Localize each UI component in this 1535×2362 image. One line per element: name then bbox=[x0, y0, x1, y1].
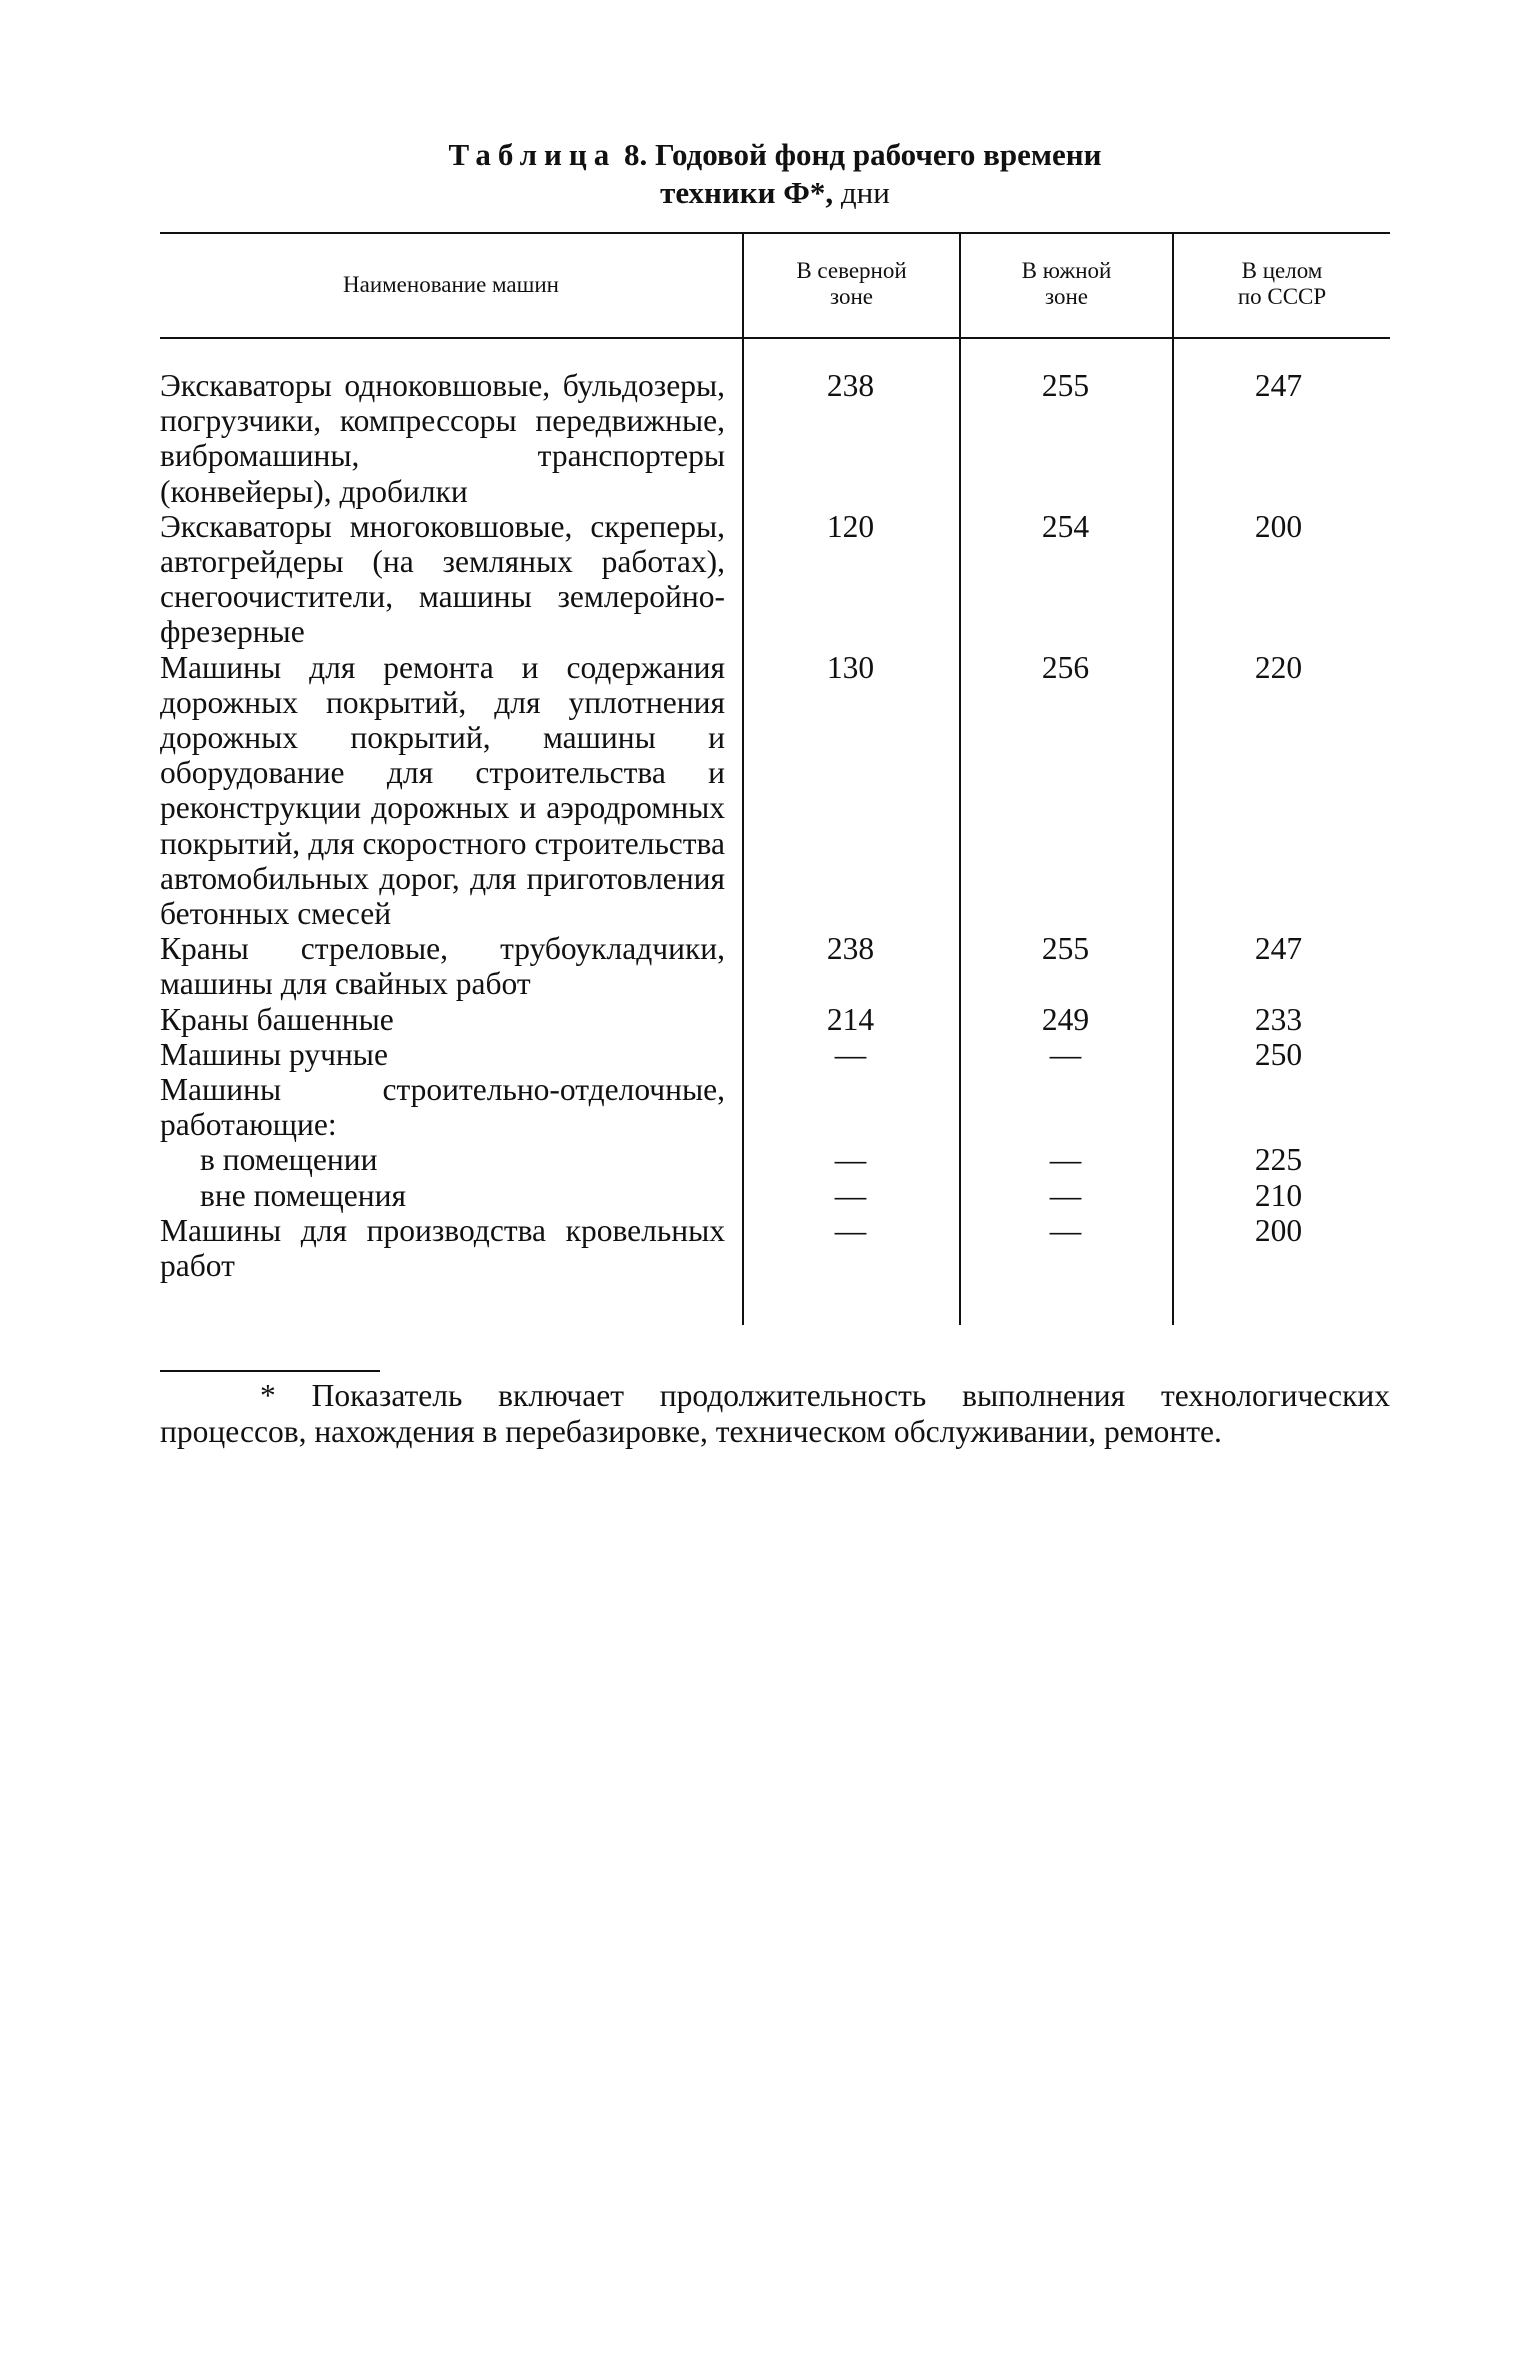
machine-name: Краны башенные bbox=[160, 1001, 394, 1037]
machine-name: Машины для ремонта и содержания дорожных покрытий, для уплотнения дорожных покрытий, машины и оборудование для строительства и реконструкции дорожных и аэродромных покрытий, для скоростного строительства автомобильных дорог, для приготовления бетонных смесей bbox=[160, 649, 725, 932]
total-value: 220 bbox=[1254, 649, 1303, 685]
table-unit: дни bbox=[840, 175, 890, 210]
north-value: — bbox=[834, 1177, 867, 1213]
machine-name: Экскаваторы одноковшовые, бульдозеры, погрузчики, компрессоры передвижные, вибромашины, транспортеры (конвейеры), дробилки bbox=[160, 368, 725, 509]
machine-name: вне помещения bbox=[200, 1177, 406, 1213]
table-row bbox=[160, 1072, 1390, 1142]
header-north-zone bbox=[744, 258, 959, 310]
total-value: 200 bbox=[1254, 1212, 1303, 1248]
table-number: 8. bbox=[623, 137, 648, 172]
table-row bbox=[160, 368, 1390, 509]
machine-name: Экскаваторы многоковшовые, скреперы, автогрейдеры (на земляных работах), снегоочистители, машины землеройно-фрезерные bbox=[160, 508, 725, 650]
north-value: 130 bbox=[826, 649, 875, 685]
machine-name: Машины строительно-отделочные, работающие: bbox=[160, 1072, 725, 1143]
south-value: 254 bbox=[1041, 508, 1090, 544]
south-value: 256 bbox=[1041, 649, 1090, 685]
machine-name: Машины для производства кровельных работ bbox=[160, 1212, 725, 1284]
footnote: * Показатель включает продолжительность выполнения технологических процессов, нахождения в перебазировке, техническом обслуживании, ремонте. bbox=[160, 1378, 1390, 1449]
total-value: 250 bbox=[1254, 1036, 1303, 1072]
total-value: 247 bbox=[1254, 931, 1303, 967]
header-machine-name-text: Наименование машин bbox=[343, 272, 559, 297]
table-row bbox=[160, 1178, 1390, 1213]
table-title bbox=[160, 136, 1390, 212]
table-row bbox=[160, 1213, 1390, 1283]
south-value: 255 bbox=[1041, 931, 1090, 967]
table-title-text: Годовой фонд рабочего времени bbox=[654, 137, 1102, 172]
total-value: 225 bbox=[1254, 1142, 1303, 1178]
table-row bbox=[160, 1142, 1390, 1177]
machine-name: Машины ручные bbox=[160, 1036, 388, 1072]
south-value: — bbox=[1049, 1212, 1082, 1248]
total-value: 233 bbox=[1254, 1001, 1303, 1037]
machine-name: Краны стреловые, трубоукладчики, машины для свайных работ bbox=[160, 931, 725, 1002]
table-row bbox=[160, 1037, 1390, 1072]
header-north-line-2: зоне bbox=[830, 284, 873, 309]
south-value: — bbox=[1049, 1142, 1082, 1178]
table-body bbox=[160, 368, 1390, 1283]
table-title-line-1 bbox=[160, 136, 1390, 174]
south-value: — bbox=[1049, 1036, 1082, 1072]
total-value: 247 bbox=[1254, 368, 1303, 403]
total-value: 210 bbox=[1254, 1177, 1303, 1213]
machine-name: в помещении bbox=[200, 1142, 378, 1178]
table-row bbox=[160, 1002, 1390, 1037]
header-total-line-1: В целом bbox=[1241, 258, 1323, 283]
north-value: 238 bbox=[826, 931, 875, 967]
south-value: — bbox=[1049, 1177, 1082, 1213]
header-total-line-2: по СССР bbox=[1237, 284, 1327, 309]
north-value: — bbox=[834, 1142, 867, 1178]
table-row bbox=[160, 509, 1390, 650]
table-row bbox=[160, 650, 1390, 932]
total-value: 200 bbox=[1254, 508, 1303, 544]
table-top-rule bbox=[160, 232, 1390, 234]
header-machine-name bbox=[160, 272, 742, 298]
header-total-ussr bbox=[1174, 258, 1390, 310]
south-value: 249 bbox=[1041, 1001, 1090, 1037]
table-title-text-2: техники Ф*, bbox=[660, 175, 834, 210]
table-label: Таблица bbox=[448, 137, 617, 172]
header-south-zone bbox=[961, 258, 1172, 310]
header-south-line-1: В южной bbox=[1021, 258, 1112, 283]
header-south-line-2: зоне bbox=[1045, 284, 1088, 309]
north-value: 120 bbox=[826, 508, 875, 544]
table-header-rule bbox=[160, 337, 1390, 339]
table-title-line-2 bbox=[160, 174, 1390, 212]
north-value: — bbox=[834, 1036, 867, 1072]
north-value: — bbox=[834, 1212, 867, 1248]
header-north-line-1: В северной bbox=[796, 258, 907, 283]
north-value: 238 bbox=[826, 368, 875, 403]
south-value: 255 bbox=[1041, 368, 1090, 403]
north-value: 214 bbox=[826, 1001, 875, 1037]
footnote-rule bbox=[160, 1370, 380, 1372]
table-row bbox=[160, 931, 1390, 1001]
